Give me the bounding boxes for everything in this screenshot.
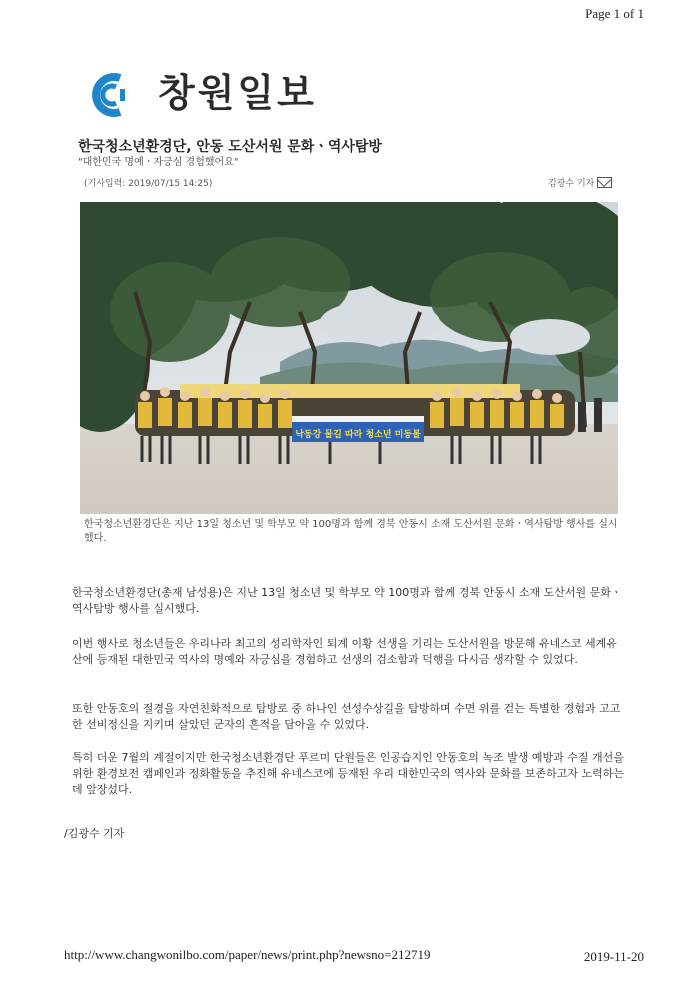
masthead-title: 창원일보 (158, 71, 317, 115)
article-paragraph: 특히 더운 7월의 계절이지만 한국청소년환경단 푸르미 단원들은 인공습지인 안동호의 녹조 발생 예방과 수질 개선을 위한 환경보전 캠페인과 정화활동을 추진해 유네스코에 등재된 우리 대한민국의 역사와 문화를 보존하고자 노력하는데 앞장섰다. (72, 751, 625, 796)
reporter-name: 김광수 기자 (548, 179, 595, 189)
footer-url[interactable]: http://www.changwonilbo.com/paper/news/print.php?newsno=212719 (64, 947, 431, 962)
changwon-ilbo-logo-icon (86, 70, 156, 120)
photo-banner (292, 416, 424, 442)
article-paragraph: 또한 안동호의 절경을 자연친화적으로 탐방로 중 하나인 선성수상길을 탐방하며 수면 위를 걷는 특별한 경험과 고고한 선비정신을 지키며 살았던 군자의 흔적을 담아올 수 있었다. (72, 702, 621, 731)
article-paragraph: 한국청소년환경단(총재 남성용)은 지난 13일 청소년 및 학부모 약 100명과 함께 경북 안동시 소재 도산서원 문화ㆍ역사탐방 행사를 실시했다. (72, 586, 622, 615)
email-icon[interactable] (597, 177, 612, 188)
article-photo (80, 202, 618, 514)
photo-banner-text: 낙동강 물길 따라 청소년 미동볼 (295, 430, 421, 440)
article-headline: 한국청소년환경단, 안동 도산서원 문화ㆍ역사탐방 (78, 139, 382, 155)
page-indicator: Page 1 of 1 (585, 6, 644, 21)
photo-caption: 한국청소년환경단은 지난 13일 청소년 및 학부모 약 100명과 함께 경북 안동시 소재 도산서원 문화ㆍ역사탐방 행사를 실시했다. (84, 519, 618, 544)
article-paragraph: 이번 행사로 청소년들은 우리나라 최고의 성리학자인 퇴계 이황 선생을 기리는 도산서원을 방문해 유네스코 세계유산에 등재된 대한민국 역사의 명예와 자긍심을 경험하고 선생의 검소함과 덕행을 다시금 생각할 수 있었다. (72, 637, 617, 666)
article-dateline: (기사입력: 2019/07/15 14:25) (84, 179, 213, 189)
article-subtitle: "대한민국 명예ㆍ자긍심 경험했어요" (78, 157, 239, 168)
reporter-byline (548, 176, 612, 189)
article-byline: /김광수 기자 (64, 827, 125, 840)
footer-date: 2019-11-20 (583, 949, 644, 964)
